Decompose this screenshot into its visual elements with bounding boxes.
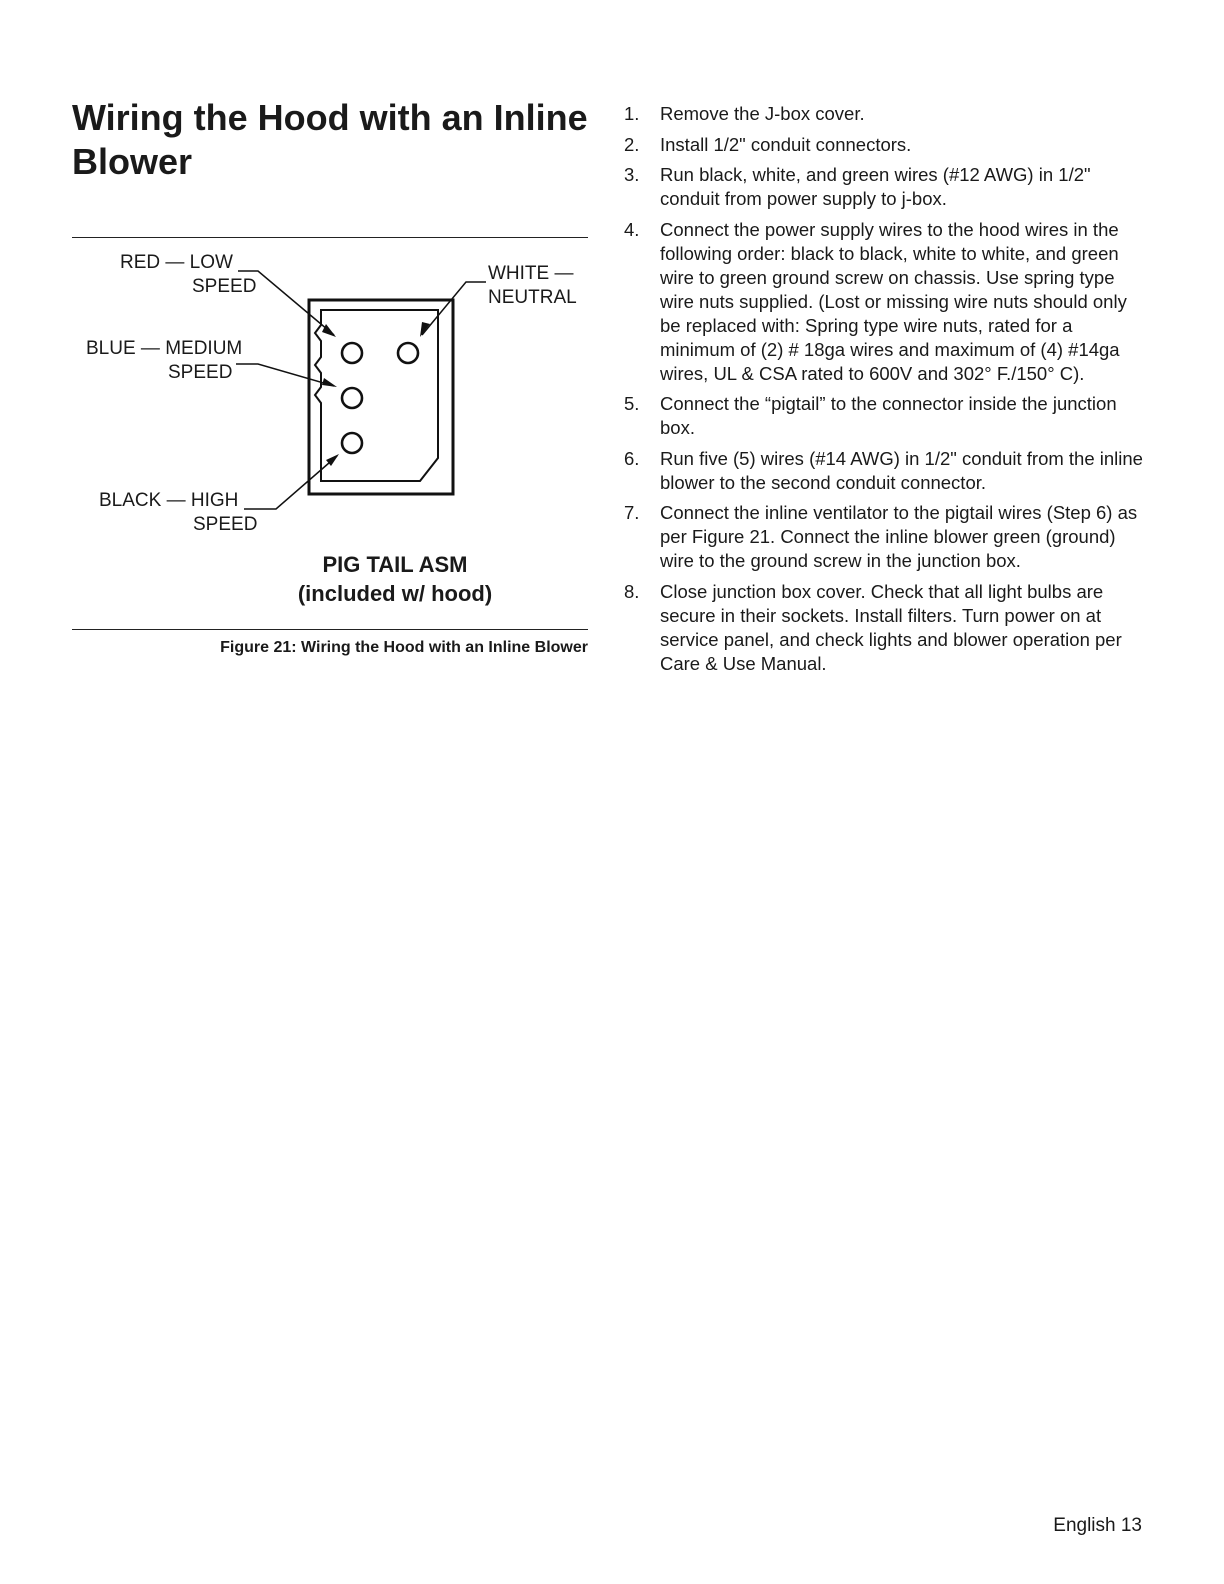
pigtail-subtitle: (included w/ hood) <box>297 581 493 606</box>
step-number: 4. <box>624 218 640 240</box>
step-item <box>620 133 1150 157</box>
step-text: Connect the inline ventilator to the pigtail wires (Step 6) as per Figure 21. Connect the inline blower green (ground) wire to the ground screw in the junction box. <box>660 502 1138 571</box>
step-number: 5. <box>624 393 640 414</box>
label-white: WHITE — <box>488 263 574 284</box>
step-text: Connect the “pigtail” to the connector inside the junction box. <box>660 393 1117 438</box>
step-number: 8. <box>624 580 640 602</box>
instruction-steps <box>620 102 1150 682</box>
step-item <box>620 580 1150 676</box>
terminal-neutral <box>398 343 418 363</box>
section-title: Wiring the Hood with an Inline Blower <box>72 97 588 182</box>
label-red-speed: SPEED <box>192 276 257 297</box>
step-number: 1. <box>624 103 640 124</box>
terminal-low-speed <box>342 343 362 363</box>
label-blue-medium: BLUE — MEDIUM <box>86 338 243 359</box>
label-neutral: NEUTRAL <box>488 287 577 308</box>
step-item <box>620 447 1150 495</box>
step-text: Run five (5) wires (#14 AWG) in 1/2" conduit from the inline blower to the second conduit connector. <box>660 447 1143 493</box>
pigtail-title: PIG TAIL ASM <box>322 552 468 577</box>
step-number: 2. <box>624 133 640 155</box>
step-text: Run black, white, and green wires (#12 AWG) in 1/2" conduit from power supply to j-box. <box>660 164 1091 209</box>
label-blue-speed: SPEED <box>168 362 233 383</box>
leader-blue <box>236 364 334 386</box>
figure-caption: Figure 21: Wiring the Hood with an Inline Blower <box>220 639 588 656</box>
step-text: Connect the power supply wires to the hood wires in the following order: black to black, white to white, and green wire to green ground screw on chassis. Use spring type wire nuts supplied. (Lost or missing wire nuts should only be replaced with: Spring type wire nuts, rated for a minimum of (2) # 18ga wires and maximum of (4) #14ga wires, UL & CSA rated to 600V and 302° F./150° C). <box>660 218 1127 384</box>
step-number: 3. <box>624 164 640 185</box>
step-item <box>620 163 1150 211</box>
step-item <box>620 392 1150 440</box>
terminal-high-speed <box>342 433 362 453</box>
label-red-low: RED — LOW <box>120 252 233 273</box>
step-text: Install 1/2" conduit connectors. <box>660 133 912 155</box>
terminal-medium-speed <box>342 388 362 408</box>
page-footer: English 13 <box>1053 1515 1142 1536</box>
step-text: Remove the J-box cover. <box>660 103 865 124</box>
arrowhead-blue <box>322 378 337 387</box>
step-item <box>620 102 1150 126</box>
step-item <box>620 501 1150 573</box>
arrowhead-white <box>420 322 430 337</box>
leader-black <box>244 456 337 509</box>
step-item <box>620 218 1150 386</box>
step-text: Close junction box cover. Check that all light bulbs are secure in their sockets. Install filters. Turn power on at service panel, and check lights and blower operation per Care & Use Manual. <box>660 580 1122 674</box>
label-black-speed: SPEED <box>193 514 258 535</box>
label-black-high: BLACK — HIGH <box>99 490 239 511</box>
figure-bottom-rule <box>72 629 588 630</box>
step-number: 6. <box>624 447 640 469</box>
step-number: 7. <box>624 502 640 523</box>
